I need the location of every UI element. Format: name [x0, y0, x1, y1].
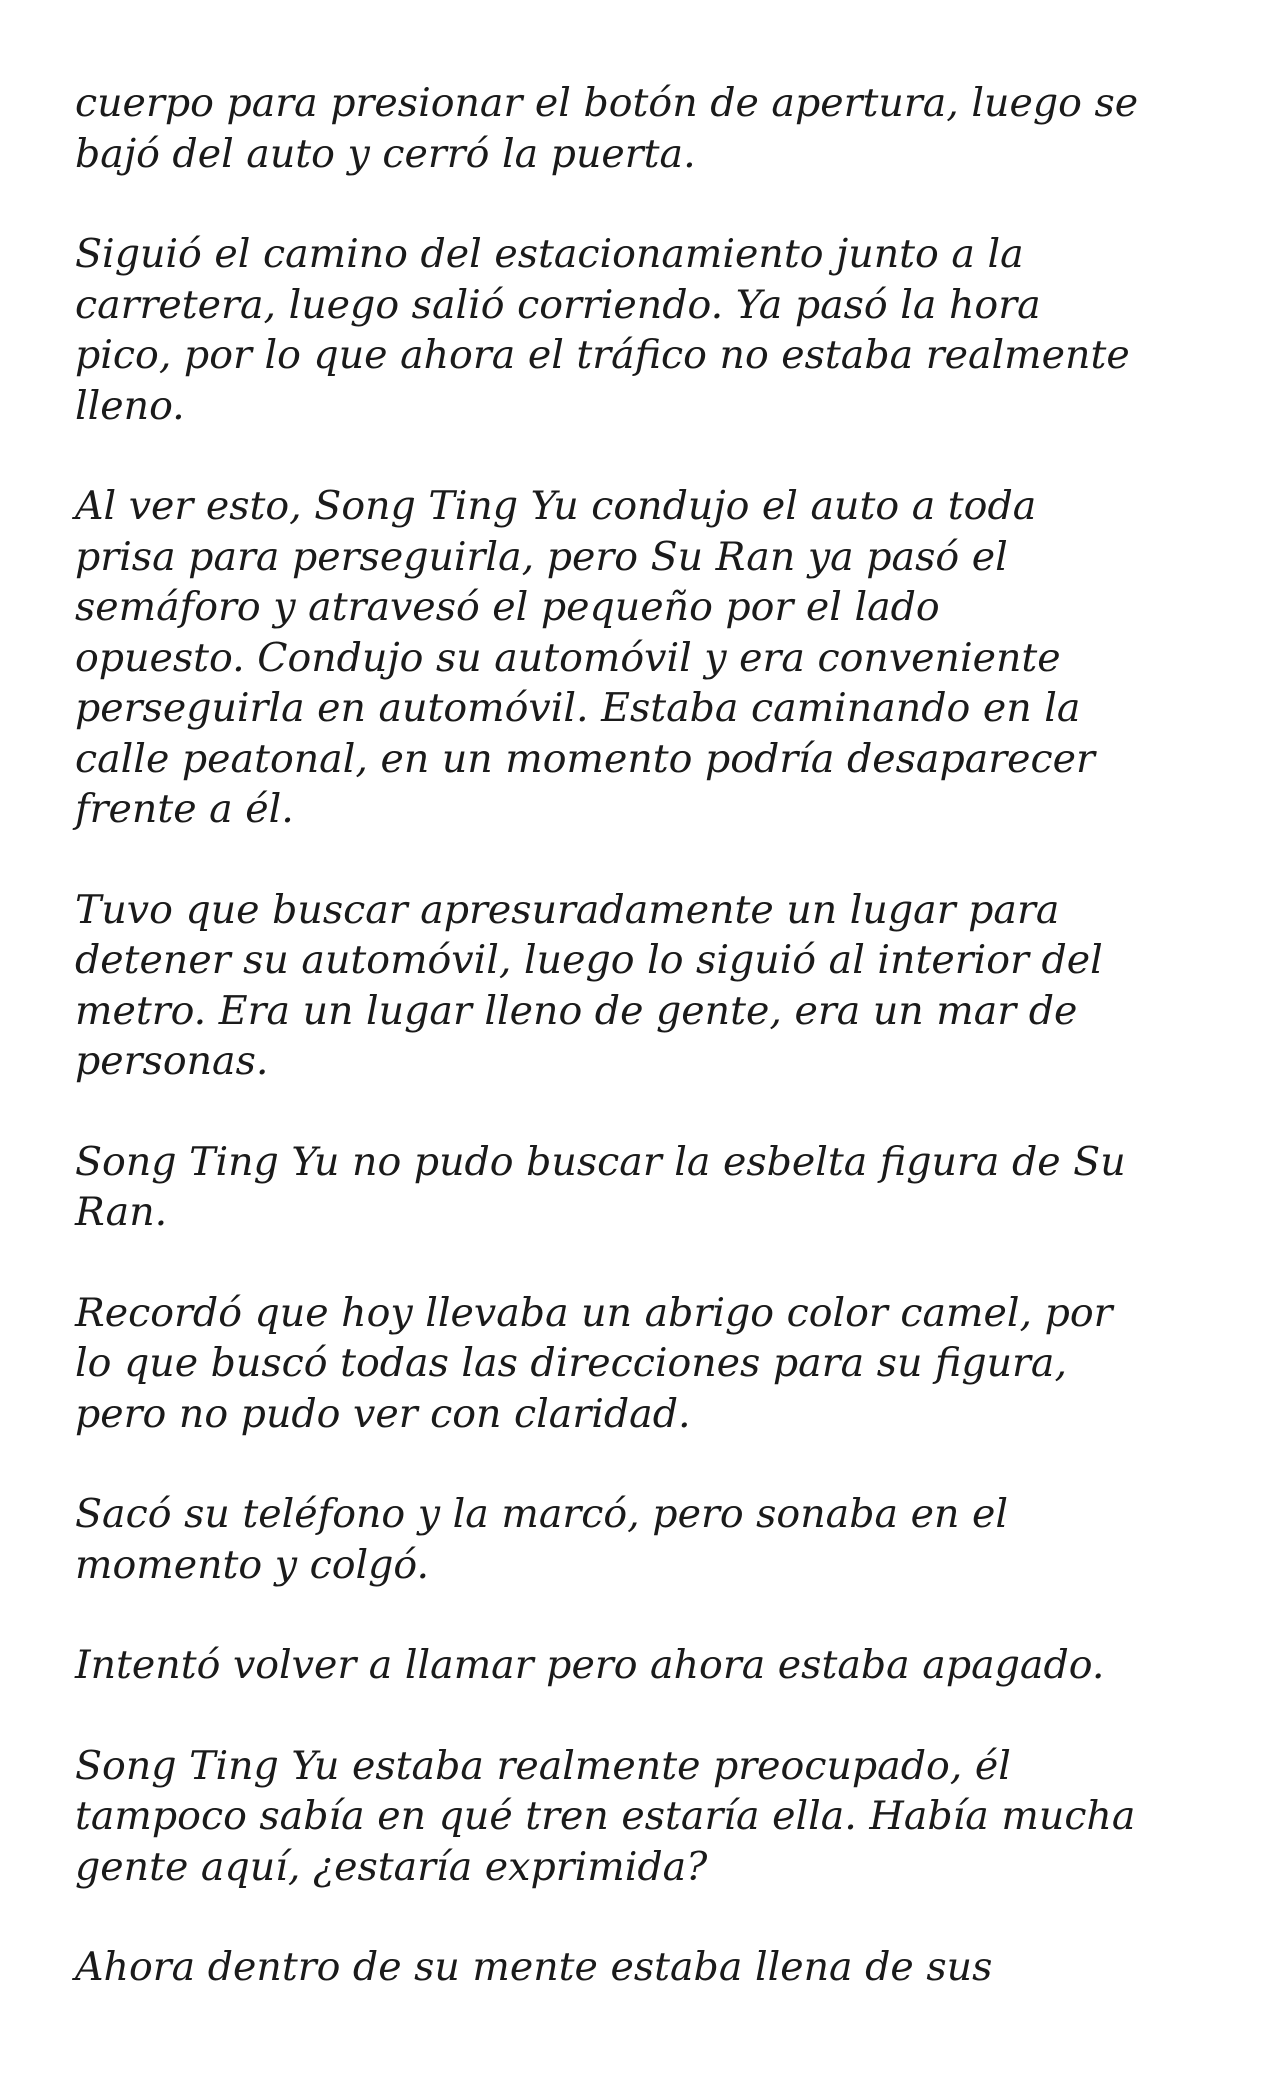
text-line: momento y colgó. — [75, 1541, 430, 1588]
text-line: lo que buscó todas las direcciones para su figura, — [75, 1340, 1068, 1386]
text-line: lleno. — [75, 382, 185, 429]
text-line: carretera, luego salió corriendo. Ya pasó la hora — [75, 281, 1041, 328]
paragraph-10 — [75, 1942, 1215, 1993]
text-line: pico, por lo que ahora el tráfico no estaba realmente — [75, 332, 1130, 378]
paragraph-7 — [75, 1489, 1215, 1590]
text-line: Siguió el camino del estacionamiento junto a la — [75, 231, 1024, 277]
text-line: Ran. — [75, 1189, 168, 1235]
text-line: Intentó volver a llamar pero ahora estaba apagado. — [75, 1642, 1105, 1688]
text-line: Sacó su teléfono y la marcó, pero sonaba en el — [75, 1491, 1008, 1537]
text-line: Song Ting Yu no pudo buscar la esbelta figura de Su — [75, 1138, 1126, 1185]
text-line: calle peatonal, en un momento podría desaparecer — [75, 735, 1095, 782]
text-line: pero no pudo ver con claridad. — [75, 1390, 691, 1437]
paragraph-5 — [75, 1137, 1215, 1238]
paragraph-1 — [75, 78, 1215, 179]
paragraph-6 — [75, 1288, 1215, 1440]
text-line: opuesto. Condujo su automóvil y era conveniente — [75, 634, 1061, 681]
text-line: Ahora dentro de su mente estaba llena de sus — [75, 1944, 993, 1990]
paragraph-9 — [75, 1741, 1215, 1893]
text-line: Recordó que hoy llevaba un abrigo color camel, por — [75, 1289, 1113, 1336]
text-line: cuerpo para presionar el botón de apertura, luego se — [75, 80, 1139, 126]
text-line: bajó del auto y cerró la puerta. — [75, 130, 696, 177]
text-line: frente a él. — [75, 786, 294, 832]
text-line: Tuvo que buscar apresuradamente un lugar para — [75, 886, 1060, 933]
text-line: gente aquí, ¿estaría exprimida? — [75, 1843, 708, 1890]
text-line: detener su automóvil, luego lo siguió al interior del — [75, 937, 1103, 983]
paragraph-2 — [75, 229, 1215, 431]
text-line: personas. — [75, 1038, 269, 1084]
text-line: tampoco sabía en qué tren estaría ella. Había mucha — [75, 1793, 1136, 1839]
text-line: Song Ting Yu estaba realmente preocupado, él — [75, 1742, 1011, 1789]
text-line: metro. Era un lugar lleno de gente, era un mar de — [75, 987, 1078, 1034]
text-line: semáforo y atravesó el pequeño por el lado — [75, 584, 940, 630]
paragraph-4 — [75, 885, 1215, 1087]
text-line: Al ver esto, Song Ting Yu condujo el auto a toda — [75, 483, 1037, 529]
paragraph-3 — [75, 481, 1215, 835]
text-line: perseguirla en automóvil. Estaba caminando en la — [75, 685, 1081, 731]
text-line: prisa para perseguirla, pero Su Ran ya pasó el — [75, 533, 1008, 580]
paragraph-8 — [75, 1640, 1215, 1691]
